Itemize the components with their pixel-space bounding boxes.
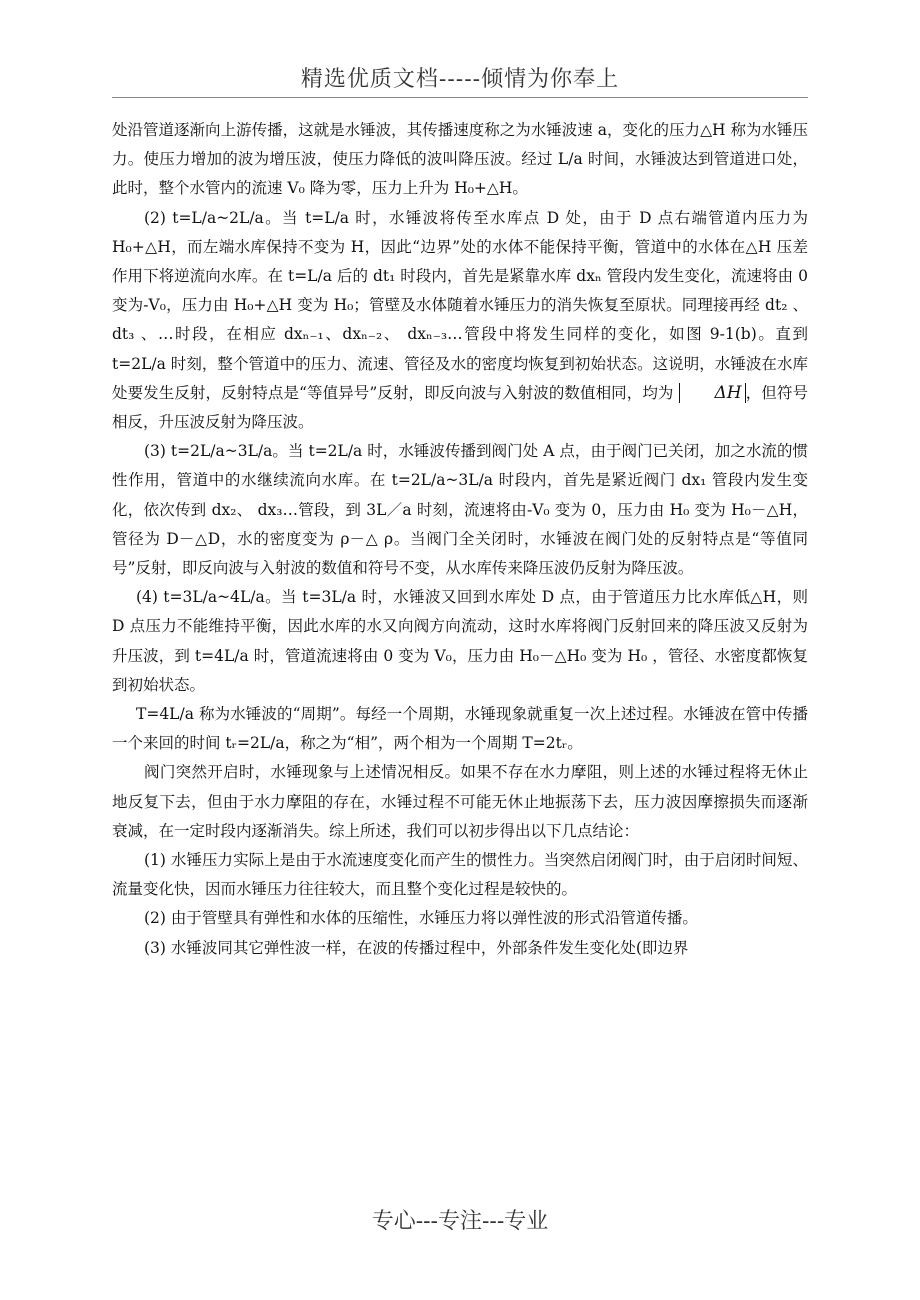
page-header: 精选优质文档-----倾情为你奉上 (300, 67, 620, 92)
paragraph-conclusion-1: (1) 水锤压力实际上是由于水流速度变化而产生的惯性力。当突然启闭阀门时，由于启闭时间短、流量变化快，因而水锤压力往往较大，而且整个变化过程是较快的。 (112, 851, 808, 899)
paragraph-stage-4: (4) t=3L/a~4L/a。当 t=3L/a 时，水锤波又回到水库处 D 点，由于管道压力比水库低△H，则 D 点压力不能维持平衡，因此水库的水又向阀方向流动，这时水库将阀门反射回来的降压波又反射为升压波，到 t=4L/a 时，管道流速将由 0 变为 V₀，压力由 H₀－△H₀ 变为 H₀ ，管径、水密度都恢复到初始状态。 (112, 588, 808, 694)
paragraph-text: (2) t=L/a~2L/a。当 t=L/a 时，水锤波将传至水库点 D 处，由于 D 点右端管道内压力为 H₀+△H，而左端水库保持不变为 H，因此“边界”处的水体不能保持平衡，管道中的水体在△H 压差作用下将逆流向水库。在 t=L/a 后的 dt₁ 时段内，首先是紧靠水库 dxₙ 管段内发生变化，流速将由 0 变为-V₀，压力由 H₀+△H 变为 H₀；管壁及水体随着水锤压力的消失恢复至原状。同理接再经 dt₂ 、 dt₃ 、…时段，在相应 dxₙ₋₁、dxₙ₋₂、 dxₙ₋₃…管段中将发生同样的变化，如图 9-1(b)。直到 t=2L/a 时刻，整个管道中的压力、流速、管径及水的密度均恢复到初始状态。这说明，水锤波在水库处要发生反射，反射特点是“等值异号”反射，即反向波与入射波的数值相同，均为 (112, 208, 808, 402)
paragraph-wave-intro: 处沿管道逐渐向上游传播，这就是水锤波，其传播速度称之为水锤波速 a，变化的压力△H 称为水锤压力。使压力增加的波为增压波，使压力降低的波叫降压波。经过 L/a 时间，水锤波达到管道进口处，此时，整个水管内的流速 V₀ 降为零，压力上升为 H₀+△H。 (112, 121, 808, 198)
header-divider (112, 97, 808, 98)
paragraph-conclusion-3: (3) 水锤波同其它弹性波一样，在波的传播过程中，外部条件发生变化处(即边界 (144, 938, 689, 957)
delta-h-abs-formula: ΔH (679, 383, 746, 403)
paragraph-period: T=4L/a 称为水锤波的“周期”。每经一个周期，水锤现象就重复一次上述过程。水锤波在管中传播一个来回的时间 tᵣ=2L/a，称之为“相”，两个相为一个周期 T=2tᵣ。 (112, 705, 808, 753)
paragraph-stage-3: (3) t=2L/a~3L/a。当 t=2L/a 时，水锤波传播到阀门处 A 点，由于阀门已关闭，加之水流的惯性作用，管道中的水继续流向水库。在 t=2L/a~3L/a 时段内，首先是紧近阀门 dx₁ 管段内发生变化，依次传到 dx₂、 dx₃…管段，到 3L／a 时刻，流速将由-V₀ 变为 0，压力由 H₀ 变为 H₀－△H，管径为 D－△D，水的密度变为 ρ－△ ρ。当阀门全关闭时，水锤波在阀门处的反射特点是“等值同号”反射，即反向波与入射波的数值和符号不变，从水库传来降压波仍反射为降压波。 (112, 442, 808, 578)
paragraph-stage-2 (112, 204, 808, 438)
paragraph-valve-open: 阀门突然开启时，水锤现象与上述情况相反。如果不存在水力摩阻，则上述的水锤过程将无休止地反复下去，但由于水力摩阻的存在，水锤过程不可能无休止地振荡下去，压力波因摩擦损失而逐渐衰减，在一定时段内逐渐消失。综上所述，我们可以初步得出以下几点结论： (112, 763, 808, 840)
paragraph-text-tail: ，但符号相反，升压波反射为降压波。 (112, 383, 808, 432)
document-body (112, 116, 808, 963)
page-footer: 专心---专注---专业 (371, 1209, 549, 1234)
paragraph-conclusion-2: (2) 由于管壁具有弹性和水体的压缩性，水锤压力将以弹性波的形式沿管道传播。 (144, 909, 698, 928)
